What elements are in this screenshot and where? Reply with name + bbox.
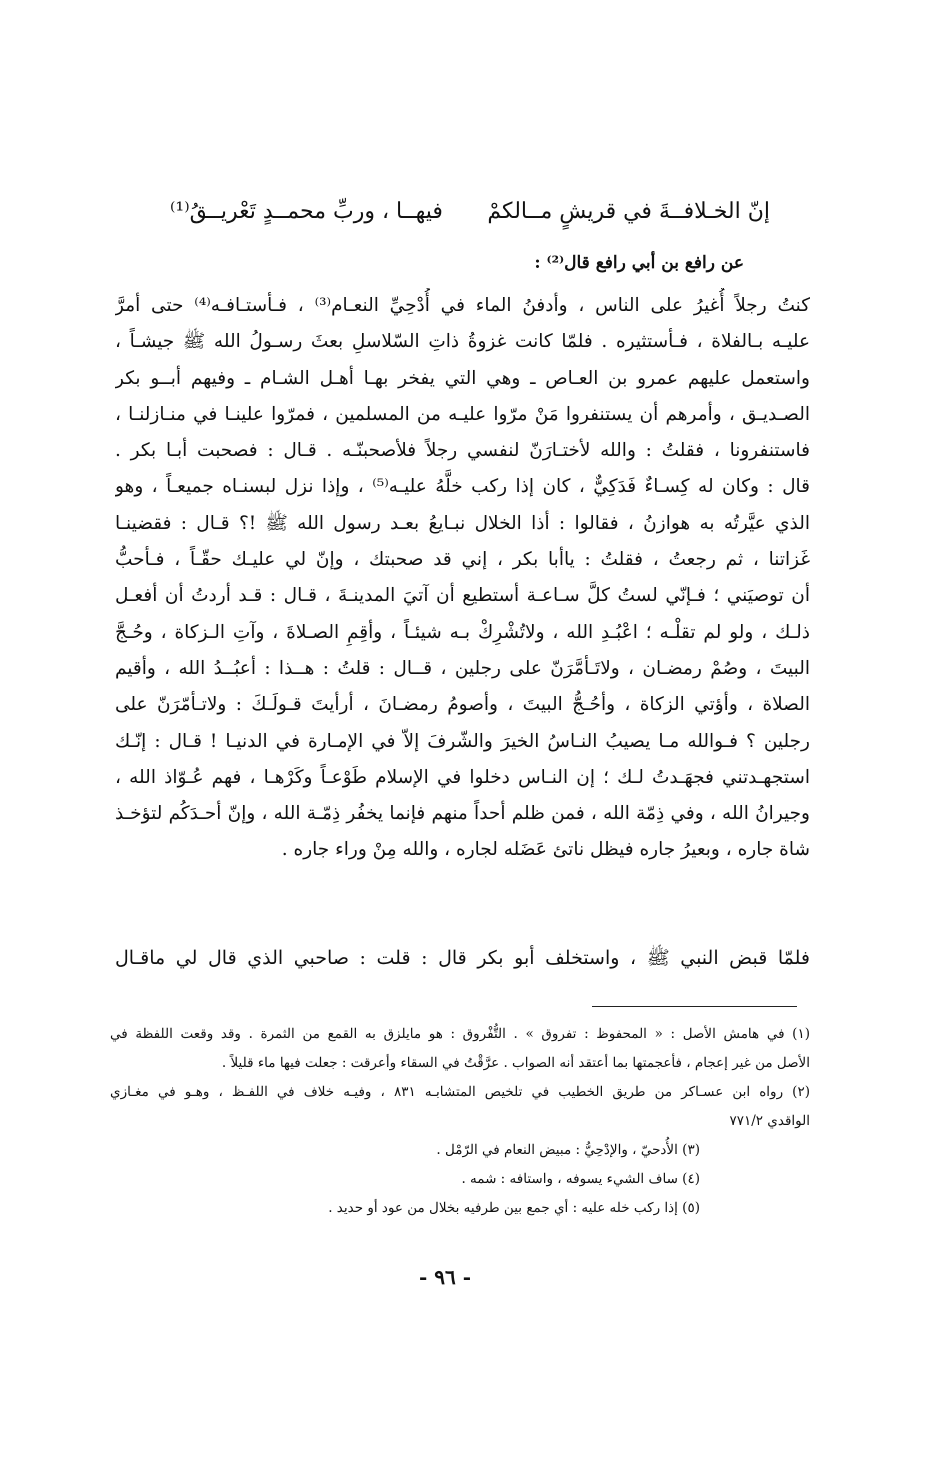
paragraph-line: فاستنفرونا ، فقلتُ : والله لأختـارَنّ لنفسي رجلاً فلأصحبنّـه . قـال : فصحبت أبـا بكر . xyxy=(115,440,810,462)
paragraph-line: فلمّا قبض النبي ﷺ ، واستخلف أبو بكر قال : قلت : صاحبي الذي قال لي ماقـال xyxy=(115,947,810,969)
footnote-2-line-1: (٢) رواه ابن عسـاكر من طريق الخطيب في تلخيص المتشابـه ٨٣١ ، وفيـه خلاف في اللفـظ ، وهـو في مغـازي xyxy=(110,1084,810,1100)
verse-left-hemistich: فيهــا ، وربِّ محمــدٍ تَعْريــقُ⁽¹⁾ xyxy=(170,199,443,224)
footnote-2-line-2: الواقدي ٧٧١/٢ xyxy=(729,1113,810,1129)
paragraph-line: كنتُ رجلاً أُغيرُ على الناس ، وأدفنُ الماء في أُدْحِيِّ النعـام⁽³⁾ ، فـأستـافـه⁽⁴⁾ حتى أمرَّ xyxy=(115,295,810,316)
paragraph-line: وجيرانُ الله ، وفي ذِمّة الله ، فمن ظلم أحداً منهم فإنما يخفُر ذِمّـة الله ، وإنّ أحـدَكُم لتؤخـذ xyxy=(115,803,810,825)
poem-verse xyxy=(170,196,770,228)
paragraph-line: غَزاتنا ، ثم رجعتُ ، فقلتُ : ياأبا بكر ، إني قد صحبتك ، وإنّ لي عليـك حقّـاً ، فـأحبُّ xyxy=(115,549,810,571)
narration-intro: عن رافع بن أبي رافع قال⁽²⁾ : xyxy=(534,253,744,273)
main-paragraph xyxy=(115,288,810,869)
footnote-5: (٥) إذا ركب خله عليه : أي جمع بين طرفيه بخلال من عود أو حديد . xyxy=(328,1200,700,1216)
paragraph-line: شاة جاره ، وبعيرُ جاره فيظل ناتئ عَضَله لجاره ، والله مِنْ وراء جاره . xyxy=(281,839,810,861)
paragraph-line: رجلين ؟ فـوالله مـا يصيبُ النـاسُ الخيرَ والشّرفَ إلاّ في الإمـارة في الدنيـا ! قـال : إنّـك xyxy=(115,730,810,752)
paragraph-line: أن توصيَني ؛ فـإنّي لستُ كلَّ سـاعـة أستطيع أن آتيَ المدينـةَ ، قـال : قـد أردتُ أن أفعـل xyxy=(115,585,810,607)
page-number: - ٩٦ - xyxy=(418,1265,471,1289)
second-paragraph xyxy=(115,940,810,976)
footnote-separator xyxy=(592,1006,797,1007)
paragraph-line: الصـديـق ، وأمرهم أن يستنفروا مَنْ مرّوا عليـه من المسلمين ، فمرّوا علينـا في منـازلنـا ، xyxy=(115,403,810,425)
paragraph-line: استجهـدتني فجهَـدتُ لـك ؛ إن النـاس دخلوا في الإسلام طَوْعـاً وكَرْهـا ، فهم عُـوّاذ الله ، xyxy=(115,766,810,788)
paragraph-line: واستعمل عليهم عمرو بن العـاص ـ وهي التي يفخر بهـا أهـل الشـام ـ وفيهم أبــو بكر xyxy=(115,367,810,389)
footnote-4: (٤) ساف الشيء يسوفه ، واستافه : شمه . xyxy=(461,1171,700,1187)
paragraph-line: الصلاة ، وأؤتي الزكاة ، وأحُـجُّ البيتَ ، وأصومُ رمضـانَ ، أرأيتَ قـولَـكَ : ولاتـأمّرَنّ على xyxy=(115,694,810,716)
paragraph-line: ذلـك ، ولو لم تقلْـه ؛ اعْبُـدِ الله ، ولاتُشْرِكْ بـه شيئـاً ، وأقِمِ الصـلاةَ ، وآتِ الـزكاة ، وحُـجَّ xyxy=(115,621,810,643)
verse-right-hemistich: إنّ الخـلافــةَ في قريشٍ مــالكمْ xyxy=(487,199,770,224)
footnotes xyxy=(110,1020,810,1223)
paragraph-line: قال : وكان له كِسـاءٌ فَدَكِيٌّ ، كان إذا ركب خلَّهُ عليـه⁽⁵⁾ ، وإذا نزل لبسنـاه جميعـاً ، وهو xyxy=(115,476,810,498)
footnote-3: (٣) الأُدحيّ ، والإدْحِيُّ : مبيض النعام في الرّمْل . xyxy=(436,1142,700,1158)
paragraph-line: عليـه بـالفلاة ، فـأستثيره . فلمّا كانت غزوةُ ذاتِ السّلاسلِ بعثَ رسـولُ الله ﷺ جيشـاً ، xyxy=(115,331,810,353)
footnote-1-line-1: (١) في هامش الأصل : « المحفوظ : تفروق » . التُّفْروق : هو مايلزق به القمع من الثمرة . وقد وقعت اللفظة في xyxy=(110,1026,810,1042)
paragraph-line: البيتَ ، وصُمْ رمضـان ، ولاتَـأمَّرَنّ على رجلين ، قــال : قلتُ : هــذا : أعبُــدُ الله ، وأقيم xyxy=(115,657,810,679)
paragraph-line: الذي عيَّرتُه به هوازنُ ، فقالوا : أذا الخلال نبـايعُ بعـد رسول الله ﷺ !؟ قـال : فقضينـا xyxy=(115,512,810,534)
footnote-1-line-2: الأصل من غير إعجام ، فأعجمتها بما أعتقد أنه الصواب . عرَّقْتُ في السقاء وأعرقت : جعلت فيها ماء قليلاً . xyxy=(221,1055,810,1071)
